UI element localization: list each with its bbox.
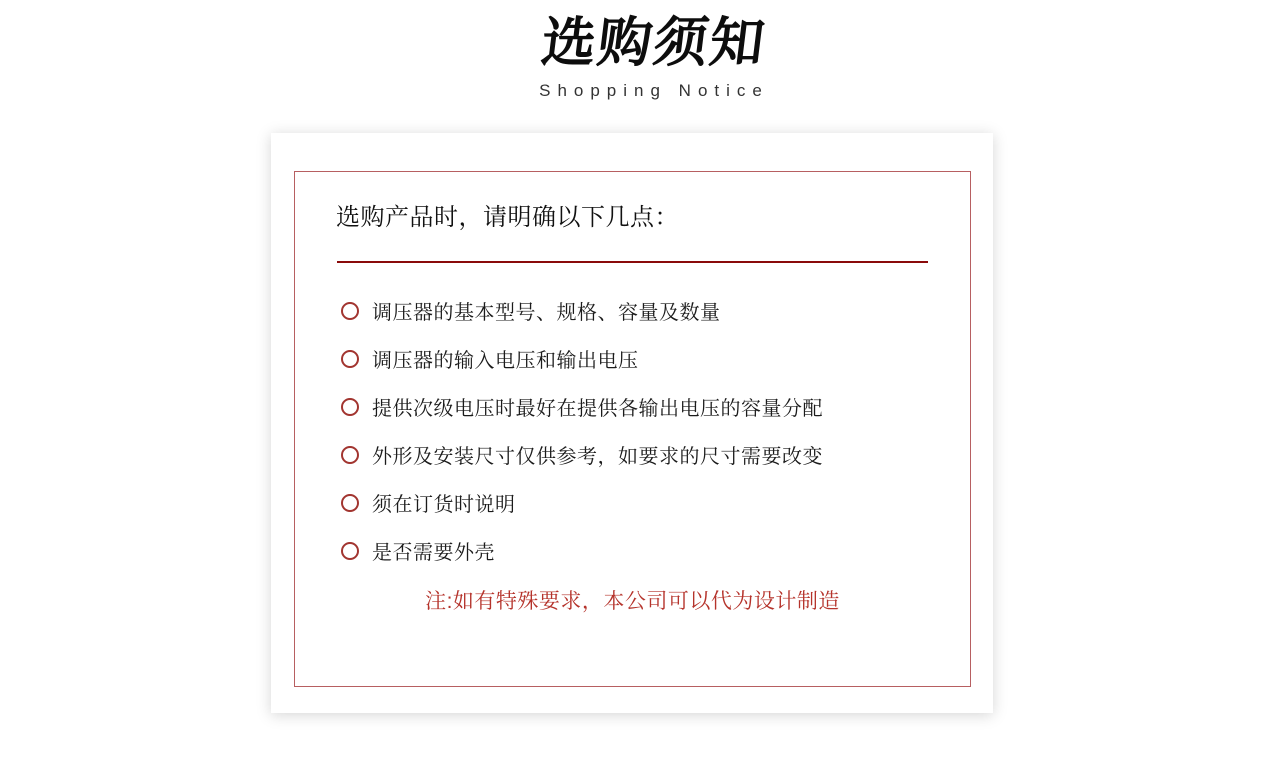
notice-heading: 选购产品时，请明确以下几点： <box>336 204 679 231</box>
page-header <box>0 14 1265 101</box>
heading-divider <box>337 261 928 263</box>
list-item <box>341 491 950 514</box>
page-subtitle: Shopping Notice <box>539 81 769 100</box>
list-item <box>341 539 950 562</box>
page-title: 选购须知 <box>538 13 770 73</box>
list-item <box>341 395 950 418</box>
list-item <box>341 347 950 370</box>
circle-bullet-icon <box>341 494 359 512</box>
notice-card <box>271 133 993 713</box>
circle-bullet-icon <box>341 398 359 416</box>
list-item-text: 提供次级电压时最好在提供各输出电压的容量分配 <box>372 398 823 420</box>
list-item-text: 须在订货时说明 <box>372 494 516 516</box>
circle-bullet-icon <box>341 350 359 368</box>
circle-bullet-icon <box>341 542 359 560</box>
list-item-text: 外形及安装尺寸仅供参考，如要求的尺寸需要改变 <box>372 446 823 468</box>
list-item <box>341 443 950 466</box>
list-item-text: 是否需要外壳 <box>372 542 495 564</box>
notice-red-border-box <box>294 171 971 687</box>
circle-bullet-icon <box>341 446 359 464</box>
special-request-note: 注:如有特殊要求，本公司可以代为设计制造 <box>425 590 840 613</box>
notice-list <box>341 299 950 562</box>
list-item <box>341 299 950 322</box>
list-item-text: 调压器的基本型号、规格、容量及数量 <box>372 302 721 324</box>
list-item-text: 调压器的输入电压和输出电压 <box>372 350 639 372</box>
circle-bullet-icon <box>341 302 359 320</box>
